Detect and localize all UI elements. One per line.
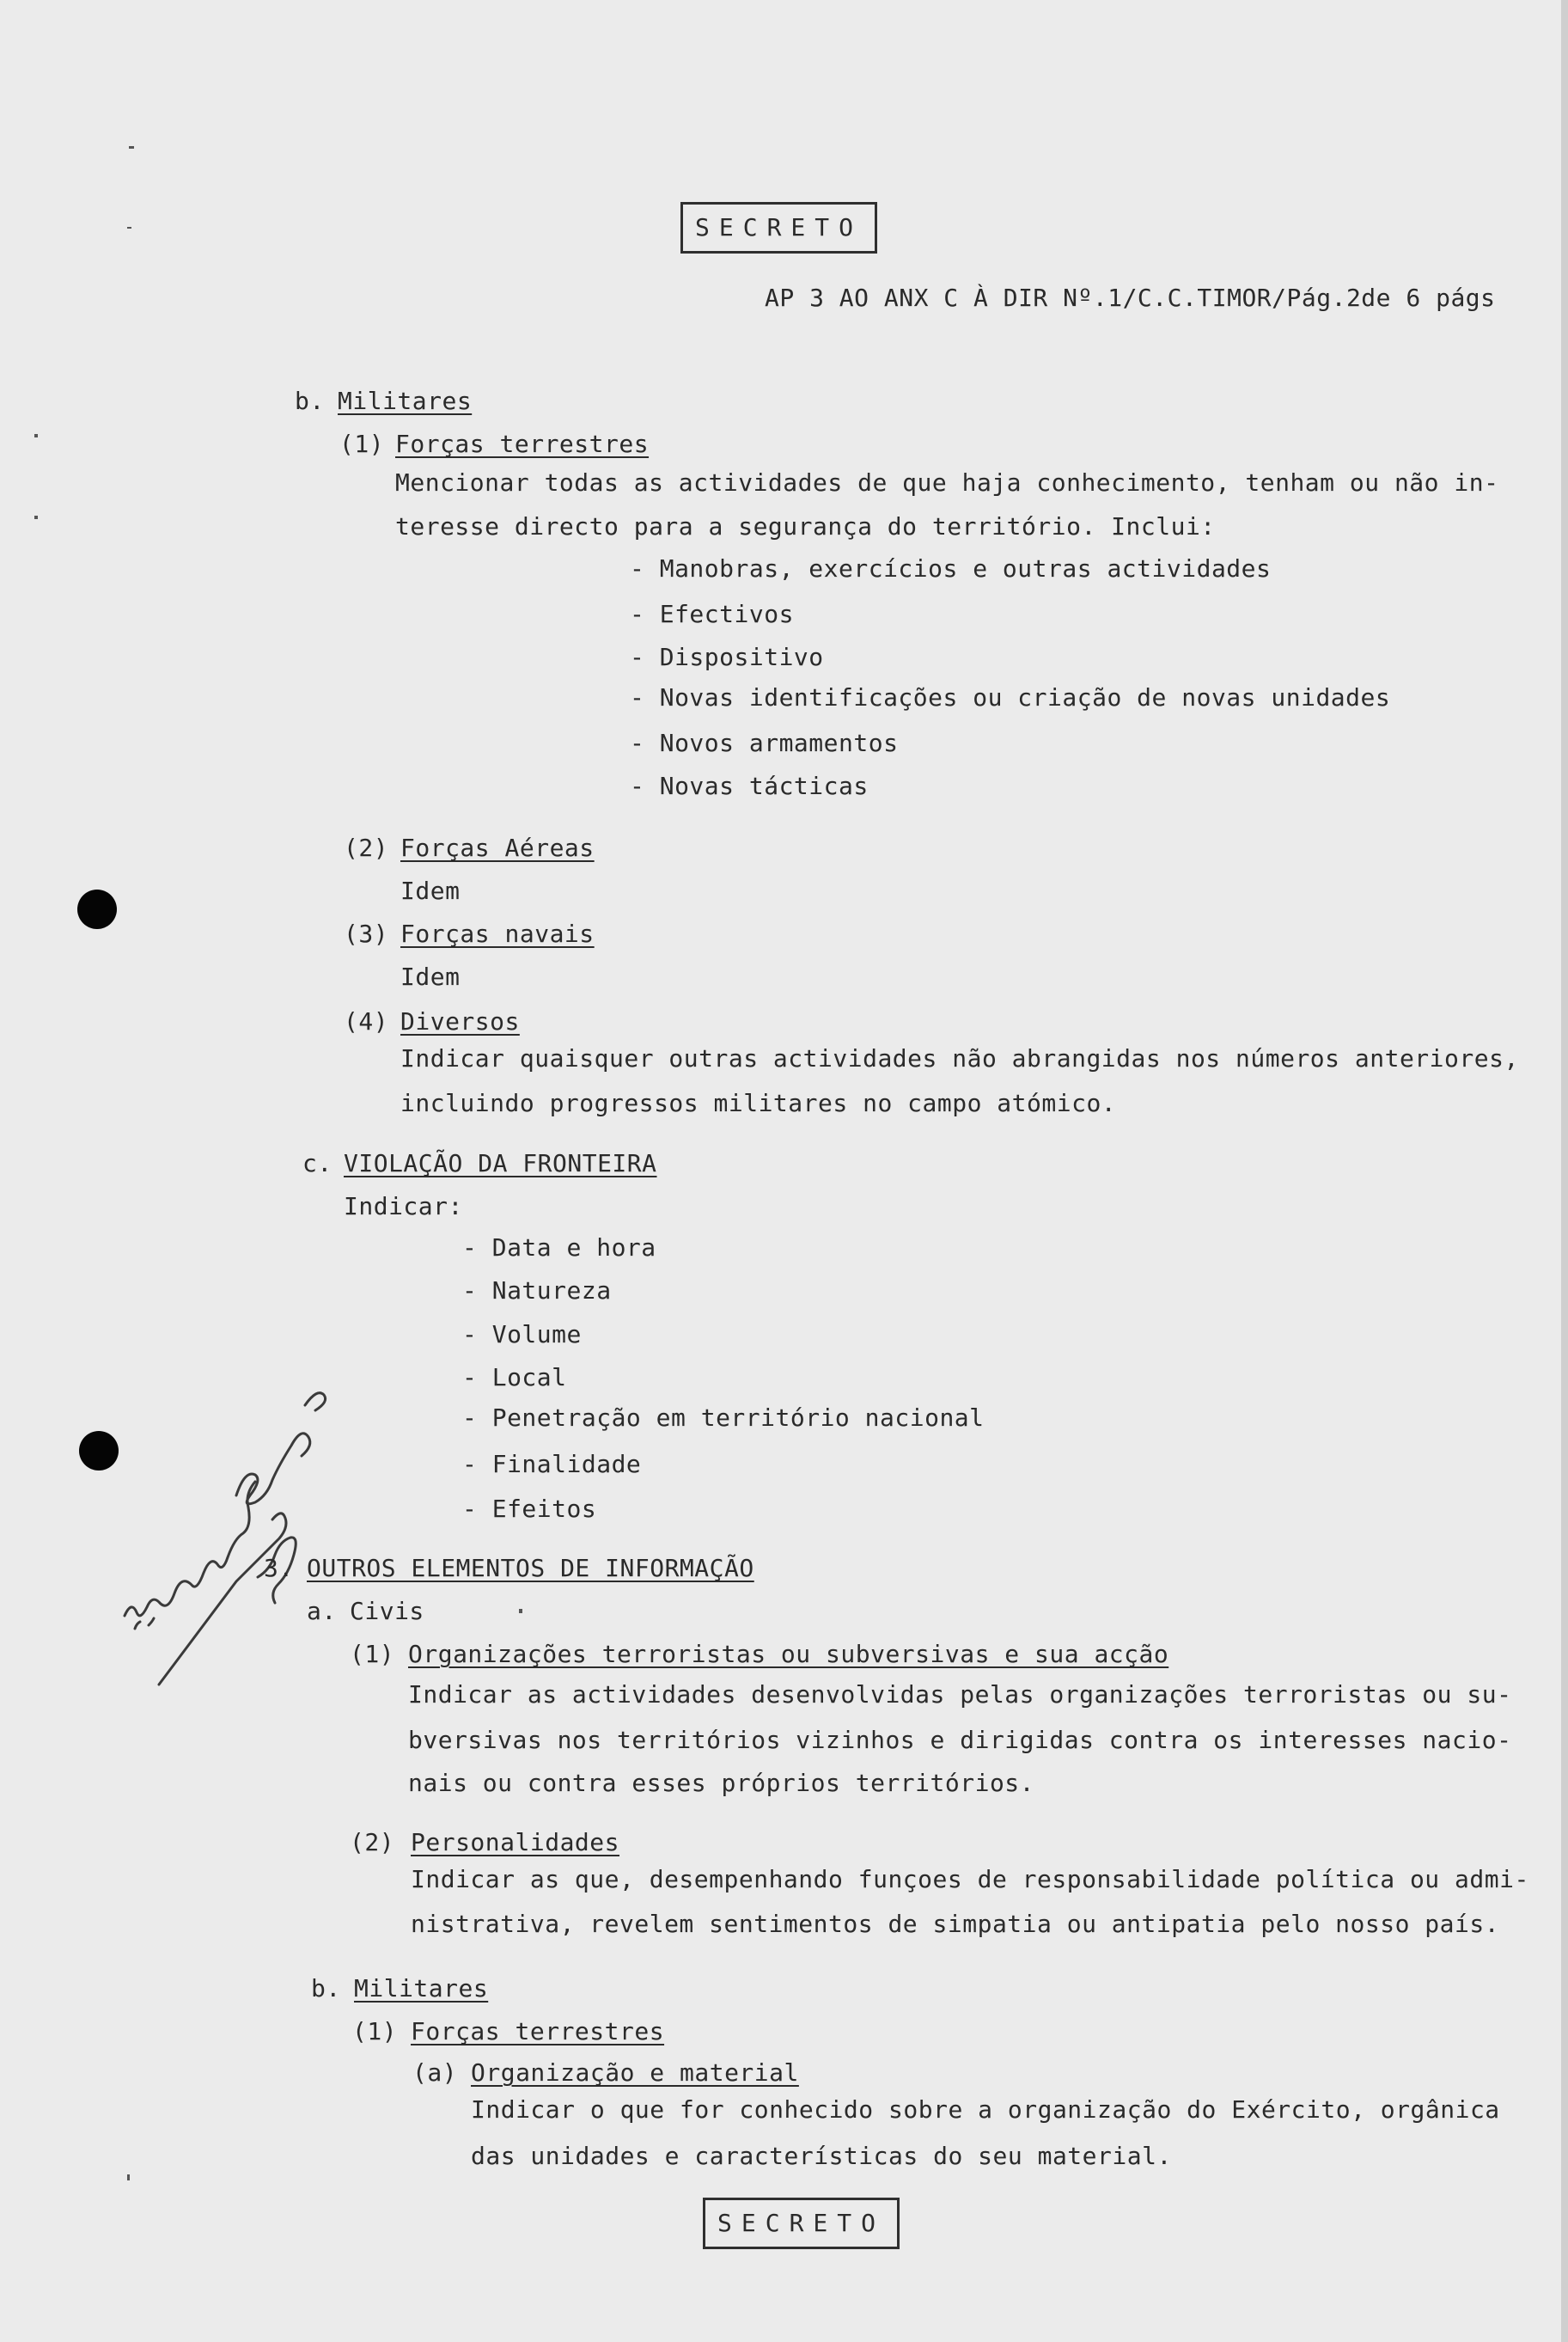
section-title: Militares [354,1974,489,2003]
section-letter: c. [302,1149,333,1177]
paragraph-line: Idem [400,877,461,905]
paragraph-line: Indicar quaisquer outras actividades não abrangidas nos números anteriores, [400,1044,1519,1073]
bullet-item: - Dispositivo [630,643,824,671]
section-title: VIOLAÇÃO DA FRONTEIRA [344,1149,657,1177]
bullet-item: - Natureza [462,1276,612,1305]
subitem-letter: (a) [412,2058,458,2087]
paragraph-line: Idem [400,963,461,991]
paragraph-line: teresse directo para a segurança do território. Inclui: [395,512,1216,541]
bullet-item: - Novos armamentos [630,729,899,757]
stray-mark [34,516,38,519]
bullet-item: - Data e hora [462,1233,656,1262]
bullet-item: - Penetração em território nacional [462,1403,985,1432]
stamp-secreto-bottom: SECRETO [703,2198,900,2249]
item-number: (3) [344,920,389,948]
bullet-item: - Finalidade [462,1450,642,1478]
item-title: Forças terrestres [395,430,650,458]
section-title: OUTROS ELEMENTOS DE INFORMAÇÃO [307,1554,754,1582]
paragraph-line: Indicar o que for conhecido sobre a organização do Exército, orgânica [471,2095,1500,2124]
section-letter: a. [307,1597,337,1625]
subitem-title: Organização e material [471,2058,799,2087]
section-letter: b. [295,387,325,415]
stamp-secreto-top: SECRETO [680,202,877,254]
stray-mark [129,146,134,149]
stray-mark [127,227,131,229]
punch-hole-top [77,890,117,929]
bullet-item: - Novas identificações ou criação de novas unidades [630,683,1391,712]
item-title: Forças navais [400,920,595,948]
paragraph-line: das unidades e características do seu material. [471,2142,1172,2170]
section-letter: b. [311,1974,341,2003]
item-number: (2) [344,834,389,862]
item-number: (1) [350,1640,395,1668]
document-reference: AP 3 AO ANX C À DIR Nº.1/C.C.TIMOR/Pág.2de 6 págs [765,284,1496,312]
page-edge [1561,0,1568,2342]
paragraph-line: nais ou contra esses próprios territórios. [408,1769,1035,1797]
section-title: Militares [338,387,473,415]
paragraph-line: incluindo progressos militares no campo atómico. [400,1089,1117,1117]
stray-mark [34,434,38,437]
bullet-item: - Efeitos [462,1495,597,1523]
bullet-item: - Novas tácticas [630,772,869,800]
item-number: (4) [344,1007,389,1036]
paragraph-line: Indicar as actividades desenvolvidas pelas organizações terroristas ou su- [408,1680,1512,1709]
bullet-item: - Manobras, exercícios e outras actividades [630,554,1272,583]
item-title: Diversos [400,1007,520,1036]
stray-mark [127,2174,130,2180]
item-title: Organizações terroristas ou subversivas e sua acção [408,1640,1169,1668]
paragraph-line: Indicar as que, desempenhando funçoes de responsabilidade política ou admi- [411,1865,1529,1893]
bullet-item: - Efectivos [630,600,794,628]
item-title: Personalidades [411,1828,620,1856]
section-title: Civis [350,1597,424,1625]
item-title: Forças terrestres [411,2017,665,2045]
bullet-item: - Local [462,1363,567,1391]
stray-mark [519,1609,522,1613]
paragraph-line: bversivas nos territórios vizinhos e dirigidas contra os interesses nacio- [408,1726,1512,1754]
handwritten-signature [107,1302,357,1697]
paragraph-line: nistrativa, revelem sentimentos de simpatia ou antipatia pelo nosso país. [411,1910,1500,1938]
section-number: 3. [264,1554,294,1582]
item-number: (1) [352,2017,398,2045]
paragraph-line: Indicar: [344,1192,463,1220]
bullet-item: - Volume [462,1320,582,1348]
paragraph-line: Mencionar todas as actividades de que haja conhecimento, tenham ou não in- [395,468,1499,497]
item-number: (1) [339,430,385,458]
item-title: Forças Aéreas [400,834,595,862]
item-number: (2) [350,1828,395,1856]
